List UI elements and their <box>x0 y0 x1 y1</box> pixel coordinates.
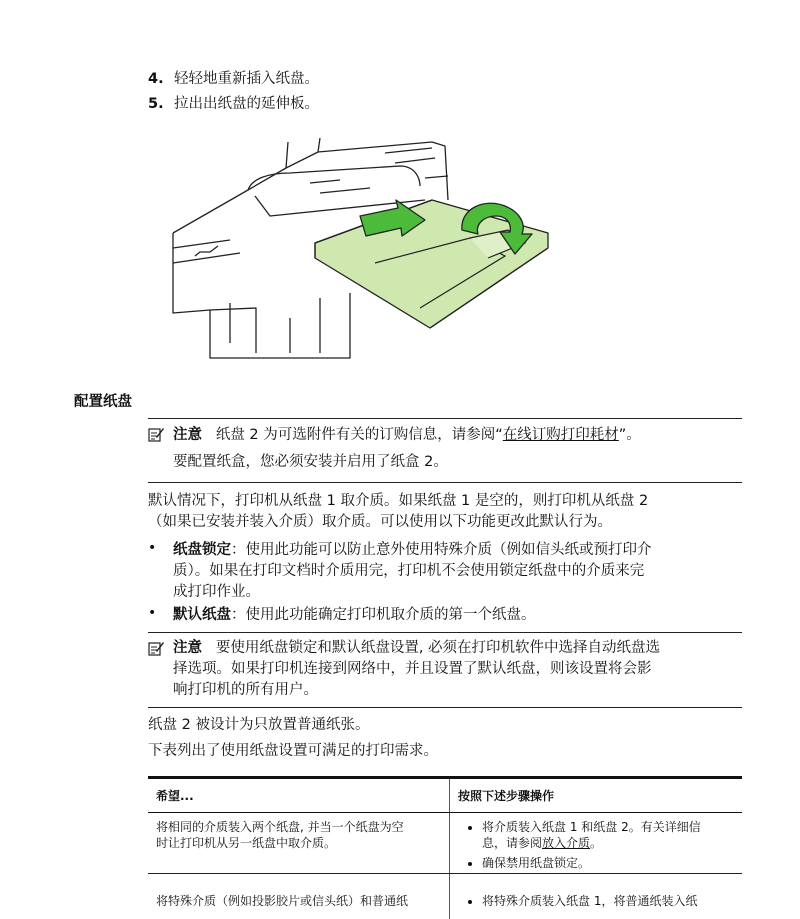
note-icon <box>148 426 164 442</box>
section-title: 配置纸盘 <box>74 394 132 410</box>
table-row <box>148 813 742 882</box>
step-number: 4. <box>148 71 164 87</box>
bullet-label: 纸盘锁定 <box>173 542 231 558</box>
requirements-table <box>148 776 742 919</box>
printer-output-tray-illustration <box>170 138 555 360</box>
note-bottom-rule <box>148 707 742 708</box>
table-cell-steps <box>450 813 743 882</box>
table-header-row <box>148 778 742 813</box>
note1-line1 <box>173 425 641 446</box>
note2-line1 <box>173 638 660 659</box>
bullet-tray-lock-line3: 成打印作业。 <box>173 584 260 600</box>
steps-list <box>458 819 734 871</box>
table-cell-want <box>148 813 450 882</box>
online-order-link[interactable]: 在线订购打印耗材 <box>502 427 619 443</box>
note-label: 注意 <box>173 640 202 656</box>
note-icon <box>148 640 164 656</box>
table-cell-steps <box>450 881 743 919</box>
step-text: 息，请参阅 <box>482 836 543 850</box>
note1-text-end: ”。 <box>618 427 641 443</box>
list-item: • 将特殊介质装入纸盘 1，将普通纸装入纸 <box>482 893 734 909</box>
bullet-label: 默认纸盘 <box>173 607 231 623</box>
bullet-tray-lock <box>173 540 652 561</box>
note-label: 注意 <box>173 427 202 443</box>
table-row-divider <box>148 873 742 874</box>
note2-line2: 择选项。如果打印机连接到网络中，并且设置了默认纸盘，则该设置将会影 <box>173 661 652 677</box>
list-item: • 确保禁用纸盘锁定。 <box>482 855 734 871</box>
table-row <box>148 881 742 919</box>
want-line: 时让打印机从另一纸盘中取介质。 <box>156 836 337 850</box>
table-header-want: 希望... <box>148 778 450 813</box>
note-bottom-rule <box>148 482 742 483</box>
bullet-default-tray <box>173 605 536 626</box>
intro-line1: 默认情况下，打印机从纸盘 1 取介质。如果纸盘 1 是空的，则打印机从纸盘 2 <box>148 493 649 509</box>
table-cell-want: 将特殊介质（例如投影胶片或信头纸）和普通纸 <box>156 894 409 908</box>
list-item <box>482 819 734 851</box>
step-text: 拉出出纸盘的延伸板。 <box>174 96 319 112</box>
step-text: 。 <box>590 836 603 850</box>
note2-text: 要使用纸盘锁定和默认纸盘设置, 必须在打印机软件中选择自动纸盘选 <box>215 640 661 656</box>
para-table-intro: 下表列出了使用纸盘设置可满足的打印需求。 <box>148 743 438 759</box>
note2-line3: 响打印机的所有用户。 <box>173 682 318 698</box>
note-top-rule <box>148 632 742 633</box>
step-5 <box>148 94 319 114</box>
steps-list <box>458 893 734 909</box>
note1-text: 纸盘 2 为可选附件有关的订购信息，请参阅“ <box>215 427 503 443</box>
step-text: 将介质装入纸盘 1 和纸盘 2。有关详细信 <box>482 820 701 834</box>
bullet-text: ：使用此功能可以防止意外使用特殊介质（例如信头纸或预打印介 <box>231 542 652 558</box>
note1-line2: 要配置纸盒，您必须安装并启用了纸盒 2。 <box>173 454 448 470</box>
bullet-tray-lock-line2: 质）。如果在打印文档时介质用完，打印机不会使用锁定纸盘中的介质来完 <box>173 563 645 579</box>
step-text: 轻轻地重新插入纸盘。 <box>174 71 319 87</box>
intro-line2: （如果已安装并装入介质）取介质。可以使用以下功能更改此默认行为。 <box>148 514 612 530</box>
table-header-steps: 按照下述步骤操作 <box>450 778 743 813</box>
step-number: 5. <box>148 96 164 112</box>
bullet-dot: • <box>148 540 157 556</box>
bullet-text: ：使用此功能确定打印机取介质的第一个纸盘。 <box>231 607 536 623</box>
step-4 <box>148 69 319 89</box>
para-tray2: 纸盘 2 被设计为只放置普通纸张。 <box>148 717 370 733</box>
note-top-rule <box>148 418 742 419</box>
want-line: 将相同的介质装入两个纸盘, 并当一个纸盘为空 <box>156 820 404 834</box>
bullet-dot: • <box>148 605 157 621</box>
load-media-link[interactable]: 放入介质 <box>542 836 591 850</box>
